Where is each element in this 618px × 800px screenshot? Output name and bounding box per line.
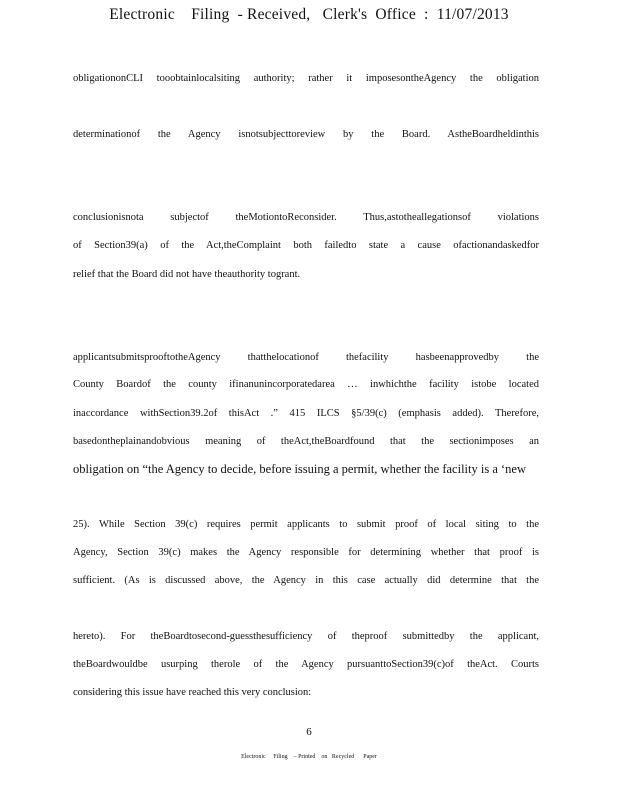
text-line: determinationof the Agency isnotsubjecttoreview by the Board. AstheBoardheldinthis: [73, 129, 539, 140]
text-line: hereto). For theBoardtosecond-guessthesufficiency of theproof submittedby the applicant,: [73, 631, 539, 642]
text-line: applicantsubmitsprooftotheAgency thatthelocationof thefacility hasbeenapprovedby the: [73, 352, 539, 363]
text-line: obligation on “the Agency to decide, before issuing a permit, whether the facility is a ‘new: [73, 462, 526, 476]
text-line: conclusionisnota subjectof theMotiontoReconsider. Thus,astotheallegationsof violations: [73, 212, 539, 223]
filing-stamp-header: Electronic Filing - Received, Clerk's Office : 11/07/2013: [109, 6, 509, 23]
text-line: considering this issue have reached this very conclusion:: [73, 687, 312, 698]
recycled-paper-footer: Electronic Filing – Printed on Recycled Paper: [241, 754, 377, 760]
page-number: 6: [306, 726, 312, 738]
text-line: sufficient. (As is discussed above, the Agency in this case actually did determine that the: [73, 575, 539, 586]
text-line: County Boardof the county ifinanunincorporatedarea … inwhichthe facility istobe located: [73, 379, 539, 390]
text-line: Agency, Section 39(c) makes the Agency responsible for determining whether that proof is: [73, 547, 539, 558]
text-line: 25). While Section 39(c) requires permit applicants to submit proof of local siting to the: [73, 519, 539, 530]
text-line: basedontheplainandobvious meaning of theAct,theBoardfound that the sectionimposes an: [73, 436, 539, 447]
text-line: theBoardwouldbe usurping therole of the Agency pursuanttoSection39(c)of theAct. Courts: [73, 659, 539, 670]
text-line: relief that the Board did not have theauthority togrant.: [73, 269, 301, 280]
text-line: obligationonCLI tooobtainlocalsiting authority; rather it imposesontheAgency the obligation: [73, 73, 539, 84]
text-line: inaccordance withSection39.2of thisAct .” 415 ILCS §5/39(c) (emphasis added). Therefore,: [73, 408, 539, 419]
text-line: of Section39(a) of the Act,theComplaint both failedto state a cause ofactionandaskedfor: [73, 240, 539, 251]
